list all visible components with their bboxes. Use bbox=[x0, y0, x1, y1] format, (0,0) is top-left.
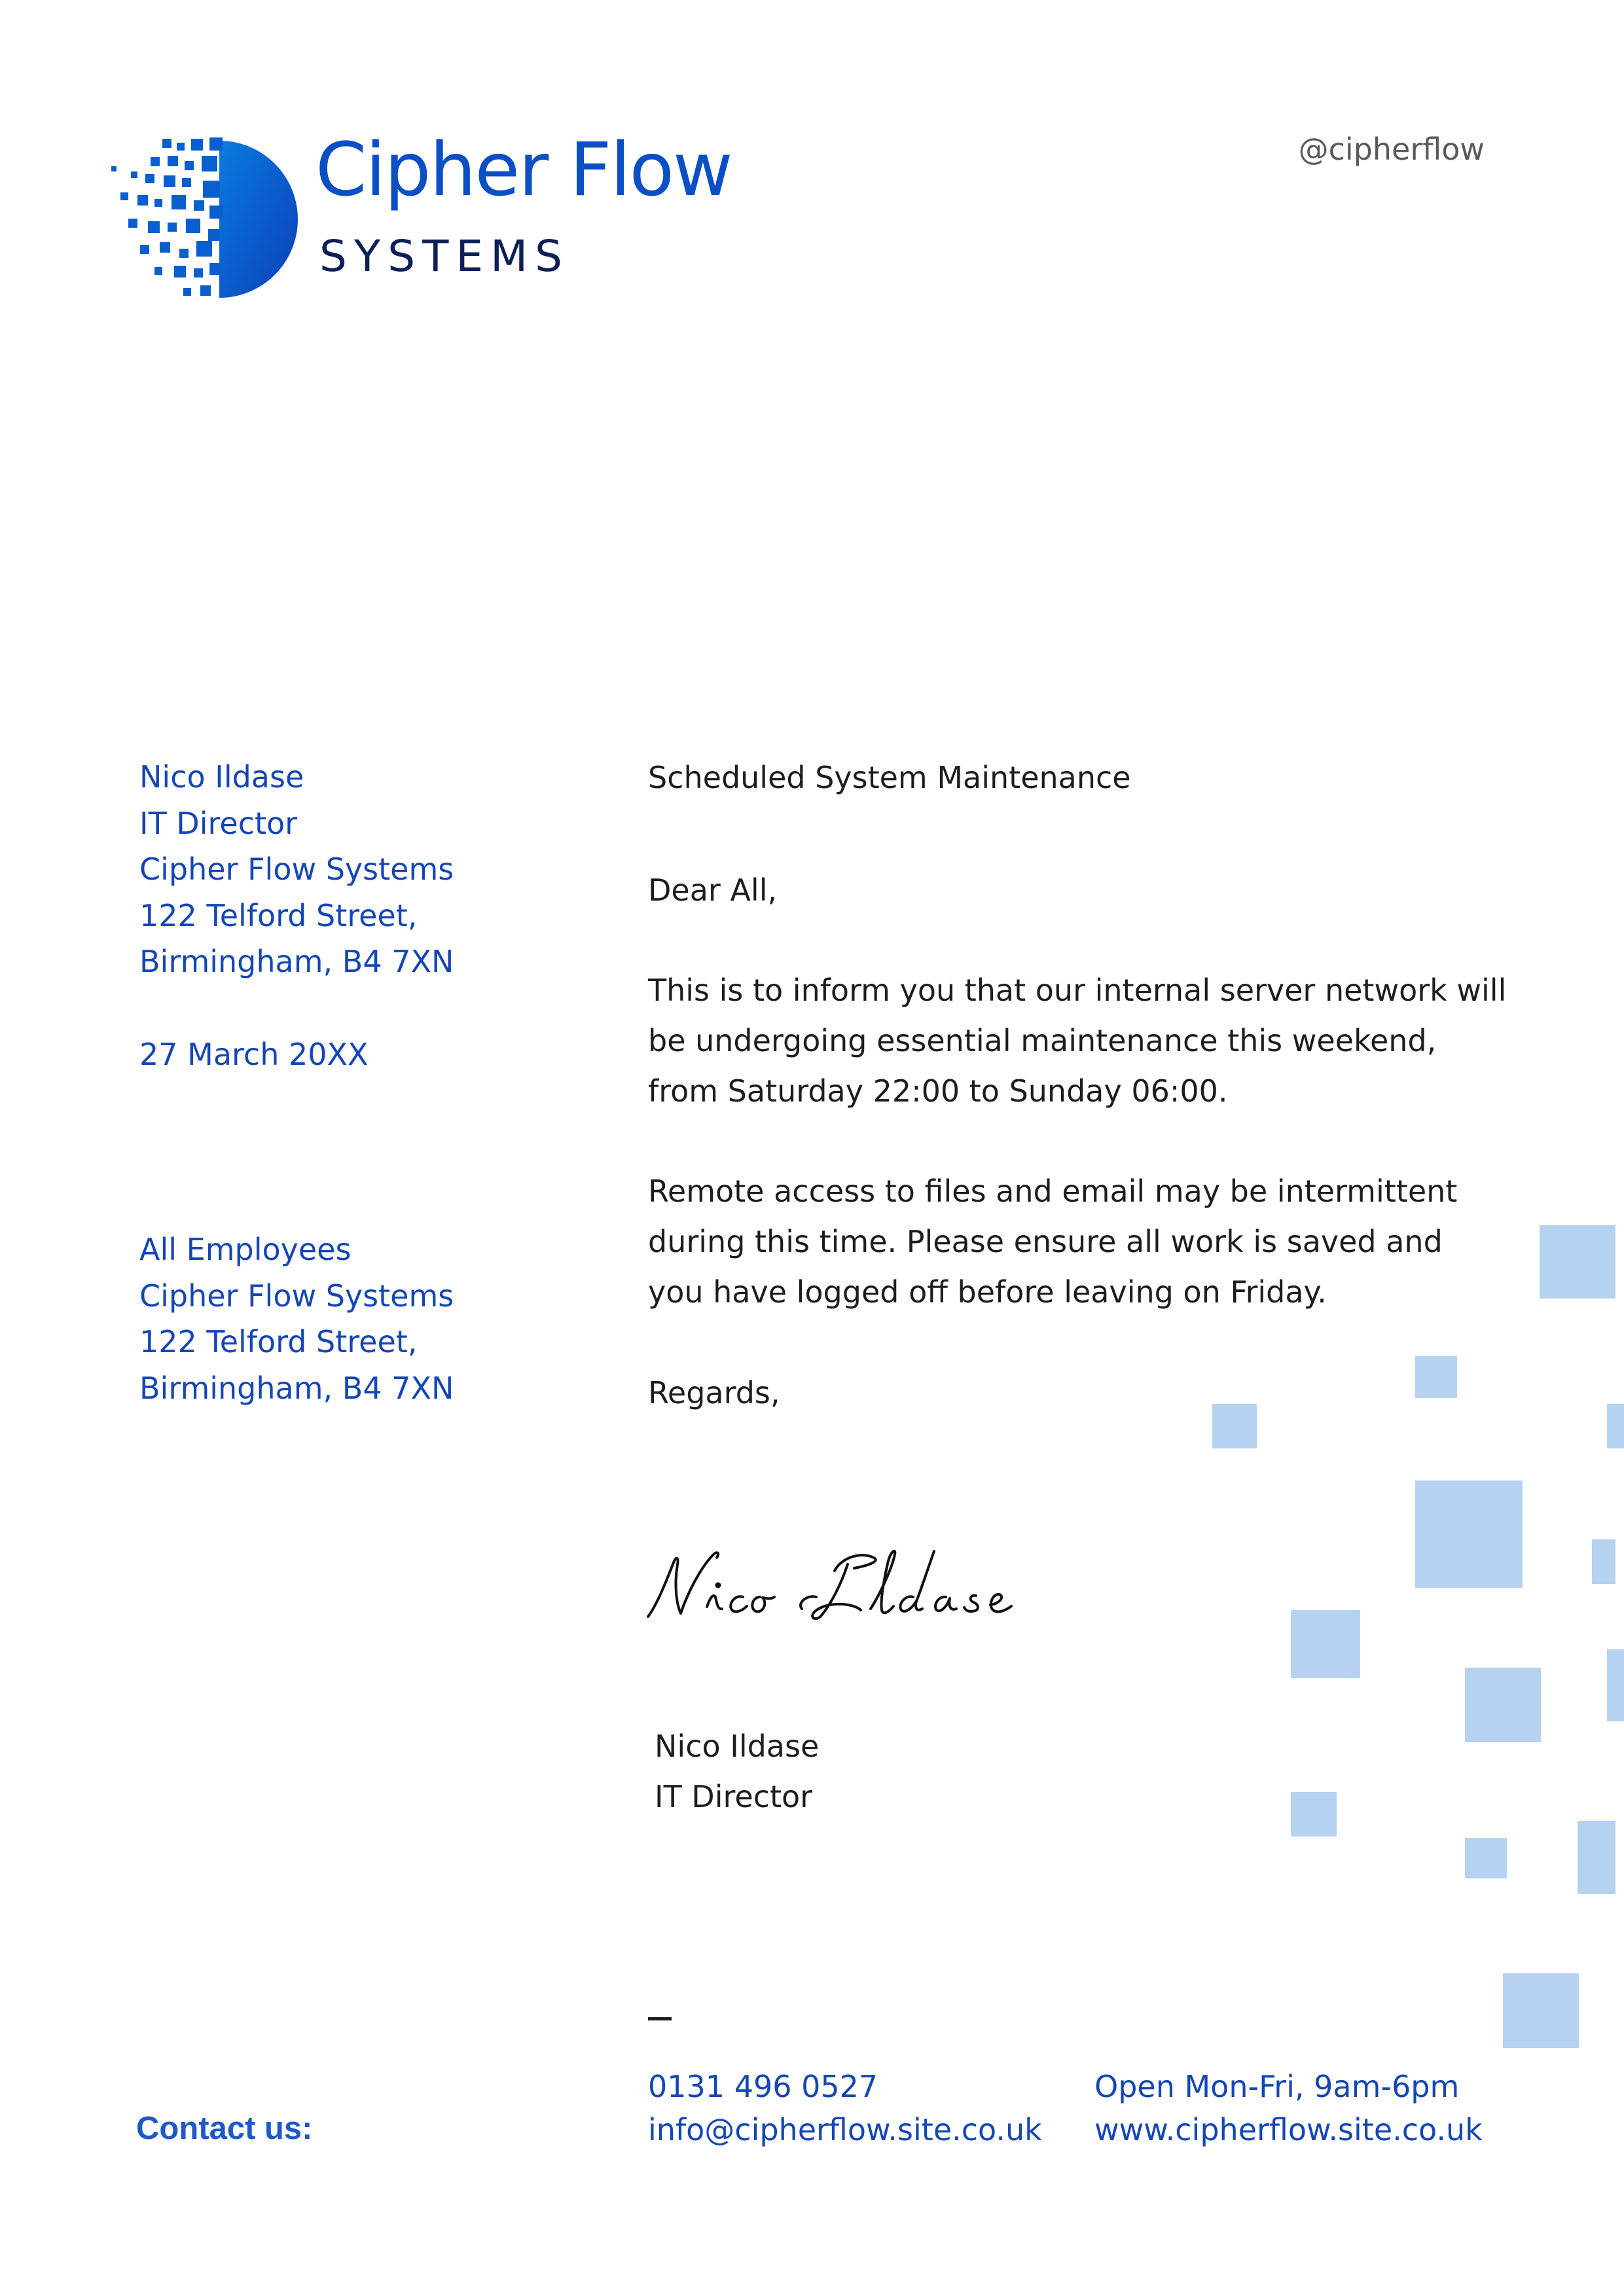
recipient-address-block bbox=[139, 1227, 454, 1411]
handwritten-signature bbox=[645, 1532, 1090, 1643]
signer-name: Nico Ildase bbox=[655, 1729, 820, 1764]
decorative-square bbox=[1465, 1838, 1507, 1878]
logo-half-disc bbox=[219, 141, 298, 298]
brand-tagline: SYSTEMS bbox=[319, 231, 569, 281]
recipient-city: Birmingham, B4 7XN bbox=[139, 1370, 454, 1406]
footer-info-column bbox=[1094, 2065, 1483, 2151]
letter-paragraph-2 bbox=[648, 1166, 1457, 1318]
recipient-company: Cipher Flow Systems bbox=[139, 1278, 454, 1314]
letter-closing: Regards, bbox=[648, 1375, 780, 1410]
social-handle: @cipherflow bbox=[1298, 132, 1485, 167]
decorative-square bbox=[1291, 1610, 1360, 1678]
footer-email[interactable]: info@cipherflow.site.co.uk bbox=[648, 2112, 1042, 2147]
letter-date: 27 March 20XX bbox=[139, 1037, 369, 1072]
decorative-square bbox=[1540, 1225, 1615, 1299]
paragraph-line: you have logged off before leaving on Friday. bbox=[648, 1274, 1327, 1310]
logo-pixel-squares bbox=[111, 137, 223, 296]
sender-street: 122 Telford Street, bbox=[139, 897, 418, 933]
decorative-square bbox=[1415, 1356, 1457, 1398]
recipient-street: 122 Telford Street, bbox=[139, 1324, 418, 1359]
paragraph-line: from Saturday 22:00 to Sunday 06:00. bbox=[648, 1073, 1228, 1109]
contact-us-label: Contact us: bbox=[136, 2111, 313, 2146]
decorative-square bbox=[1592, 1539, 1615, 1584]
sender-city: Birmingham, B4 7XN bbox=[139, 944, 454, 979]
letter-subject: Scheduled System Maintenance bbox=[648, 760, 1131, 795]
decorative-square bbox=[1212, 1404, 1257, 1448]
sender-title: IT Director bbox=[139, 805, 298, 841]
decorative-square bbox=[1578, 1821, 1615, 1894]
footer-divider-dash bbox=[648, 2017, 672, 2020]
sender-address-block bbox=[139, 754, 454, 985]
signer-block bbox=[655, 1721, 819, 1822]
footer-hours: Open Mon-Fri, 9am-6pm bbox=[1094, 2069, 1460, 2104]
footer-website[interactable]: www.cipherflow.site.co.uk bbox=[1094, 2112, 1483, 2147]
sender-company: Cipher Flow Systems bbox=[139, 852, 454, 887]
letter-paragraph-1 bbox=[648, 965, 1506, 1117]
recipient-name: All Employees bbox=[139, 1232, 352, 1267]
paragraph-line: during this time. Please ensure all work is saved and bbox=[648, 1224, 1443, 1259]
paragraph-line: Remote access to files and email may be intermittent bbox=[648, 1174, 1458, 1209]
decorative-square bbox=[1291, 1792, 1337, 1837]
decorative-square bbox=[1503, 1973, 1579, 2048]
logo-mark-icon bbox=[111, 137, 301, 301]
brand-name: Cipher Flow bbox=[316, 128, 732, 213]
decorative-square bbox=[1415, 1480, 1523, 1588]
decorative-square bbox=[1607, 1649, 1624, 1721]
sender-name: Nico Ildase bbox=[139, 759, 304, 795]
footer-contact-column bbox=[648, 2065, 1042, 2151]
decorative-square bbox=[1607, 1404, 1624, 1448]
paragraph-line: This is to inform you that our internal server network will bbox=[648, 973, 1507, 1008]
letter-greeting: Dear All, bbox=[648, 872, 778, 908]
footer-phone[interactable]: 0131 496 0527 bbox=[648, 2069, 878, 2104]
signer-title: IT Director bbox=[655, 1779, 813, 1814]
decorative-square bbox=[1465, 1668, 1541, 1742]
paragraph-line: be undergoing essential maintenance this weekend, bbox=[648, 1023, 1437, 1058]
